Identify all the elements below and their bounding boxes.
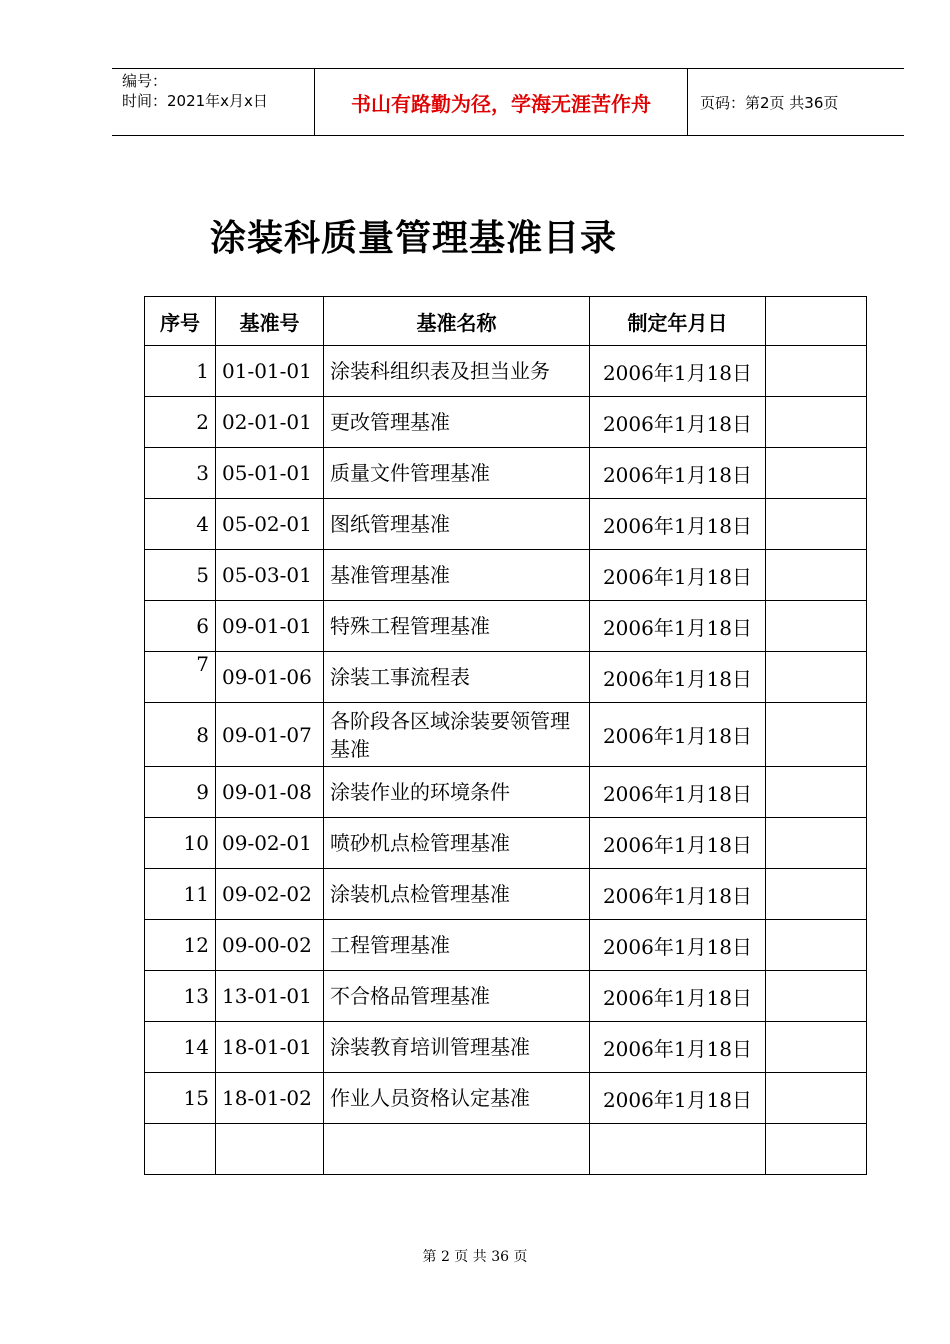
col-header-blank: [766, 297, 867, 346]
row-number: 9: [145, 767, 216, 818]
row-code: 09-01-07: [216, 703, 324, 767]
number-label: 编号：: [122, 72, 168, 90]
time-label: 时间：2021年x月x日: [122, 92, 268, 110]
table-row: [145, 550, 867, 601]
table-row: [145, 920, 867, 971]
row-code: 09-01-01: [216, 601, 324, 652]
row-code: 18-01-01: [216, 1022, 324, 1073]
row-number: 15: [145, 1073, 216, 1124]
row-number: 6: [145, 601, 216, 652]
header-page-info: 页码：第2页 共36页: [700, 93, 839, 112]
row-date: 2006年1月18日: [590, 550, 766, 601]
row-number: 13: [145, 971, 216, 1022]
table-row: [145, 346, 867, 397]
empty-cell: [145, 1124, 216, 1175]
table-row: [145, 499, 867, 550]
table-row: [145, 448, 867, 499]
table-row-empty: [145, 1124, 867, 1175]
row-name: 涂装机点检管理基准: [324, 869, 590, 920]
table-row: [145, 767, 867, 818]
row-blank: [766, 397, 867, 448]
table-row: [145, 971, 867, 1022]
col-header-name: 基准名称: [324, 297, 590, 346]
row-date: 2006年1月18日: [590, 448, 766, 499]
row-name: 质量文件管理基准: [324, 448, 590, 499]
row-number: 8: [145, 703, 216, 767]
row-number: 2: [145, 397, 216, 448]
page-footer: 第 2 页 共 36 页: [422, 1249, 528, 1265]
row-number: 3: [145, 448, 216, 499]
table-row: [145, 703, 867, 767]
row-number: 14: [145, 1022, 216, 1073]
row-code: 18-01-02: [216, 1073, 324, 1124]
row-name: 特殊工程管理基准: [324, 601, 590, 652]
row-blank: [766, 1073, 867, 1124]
row-blank: [766, 869, 867, 920]
row-name: 不合格品管理基准: [324, 971, 590, 1022]
row-code: 09-02-02: [216, 869, 324, 920]
page-header: [112, 68, 904, 136]
table-body: [145, 346, 867, 1175]
row-code: 09-01-06: [216, 652, 324, 703]
row-name: 涂装工事流程表: [324, 652, 590, 703]
row-code: 09-02-01: [216, 818, 324, 869]
row-number: 5: [145, 550, 216, 601]
table-header-row: [145, 297, 867, 346]
row-number: 11: [145, 869, 216, 920]
row-blank: [766, 550, 867, 601]
empty-cell: [324, 1124, 590, 1175]
row-number: 12: [145, 920, 216, 971]
row-name: 更改管理基准: [324, 397, 590, 448]
table-row: [145, 818, 867, 869]
row-blank: [766, 499, 867, 550]
document-title: 涂装科质量管理基准目录: [210, 218, 618, 259]
row-code: 05-01-01: [216, 448, 324, 499]
col-header-date: 制定年月日: [590, 297, 766, 346]
row-date: 2006年1月18日: [590, 346, 766, 397]
row-blank: [766, 767, 867, 818]
table-row: [145, 652, 867, 703]
row-code: 13-01-01: [216, 971, 324, 1022]
table-row: [145, 1073, 867, 1124]
table-row: [145, 869, 867, 920]
col-header-no: 序号: [145, 297, 216, 346]
row-blank: [766, 818, 867, 869]
table-row: [145, 1022, 867, 1073]
row-number: 1: [145, 346, 216, 397]
empty-cell: [590, 1124, 766, 1175]
row-name: 喷砂机点检管理基准: [324, 818, 590, 869]
row-name: 工程管理基准: [324, 920, 590, 971]
row-name: 作业人员资格认定基准: [324, 1073, 590, 1124]
col-header-code: 基准号: [216, 297, 324, 346]
row-blank: [766, 1022, 867, 1073]
row-name: 涂装教育培训管理基准: [324, 1022, 590, 1073]
empty-cell: [216, 1124, 324, 1175]
row-blank: [766, 920, 867, 971]
row-date: 2006年1月18日: [590, 920, 766, 971]
row-date: 2006年1月18日: [590, 703, 766, 767]
row-date: 2006年1月18日: [590, 869, 766, 920]
row-name: 涂装作业的环境条件: [324, 767, 590, 818]
row-name: 基准管理基准: [324, 550, 590, 601]
row-blank: [766, 346, 867, 397]
row-code: 05-02-01: [216, 499, 324, 550]
row-code: 05-03-01: [216, 550, 324, 601]
empty-cell: [766, 1124, 867, 1175]
row-code: 02-01-01: [216, 397, 324, 448]
row-date: 2006年1月18日: [590, 971, 766, 1022]
header-meta: [122, 71, 268, 111]
row-name: 各阶段各区域涂装要领管理基准: [324, 703, 590, 767]
row-name: 涂装科组织表及担当业务: [324, 346, 590, 397]
row-date: 2006年1月18日: [590, 767, 766, 818]
row-blank: [766, 652, 867, 703]
row-date: 2006年1月18日: [590, 818, 766, 869]
row-code: 01-01-01: [216, 346, 324, 397]
row-name: 图纸管理基准: [324, 499, 590, 550]
row-code: 09-01-08: [216, 767, 324, 818]
header-motto: 书山有路勤为径，学海无涯苦作舟: [314, 69, 688, 135]
row-blank: [766, 448, 867, 499]
row-blank: [766, 703, 867, 767]
table-row: [145, 601, 867, 652]
row-date: 2006年1月18日: [590, 397, 766, 448]
row-blank: [766, 971, 867, 1022]
table-row: [145, 397, 867, 448]
row-date: 2006年1月18日: [590, 1073, 766, 1124]
standards-table: [144, 296, 867, 1175]
row-date: 2006年1月18日: [590, 499, 766, 550]
row-code: 09-00-02: [216, 920, 324, 971]
row-number: 7: [145, 652, 216, 703]
row-number: 4: [145, 499, 216, 550]
row-date: 2006年1月18日: [590, 652, 766, 703]
row-number: 10: [145, 818, 216, 869]
row-date: 2006年1月18日: [590, 1022, 766, 1073]
row-date: 2006年1月18日: [590, 601, 766, 652]
row-blank: [766, 601, 867, 652]
